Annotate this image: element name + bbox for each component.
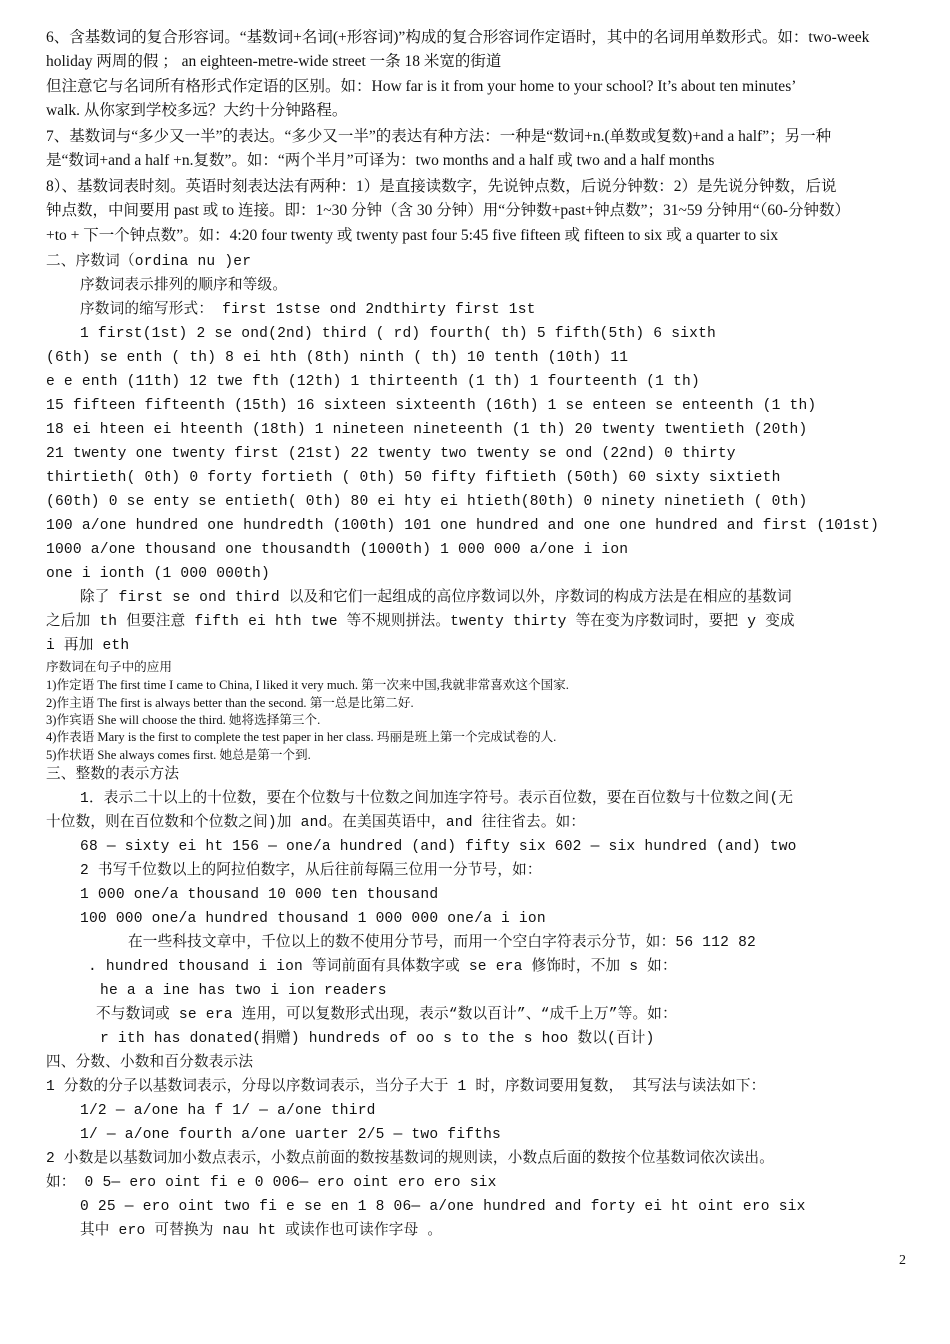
text-line: 2)作主语 The first is always better than the second. 第一总是比第二好. (46, 696, 414, 710)
text-line: 0 25 — ero oint two fi e se en 1 8 06— a/one hundred and forty ei ht oint ero six (80, 1199, 806, 1215)
text-line: 1 000 one/a thousand 10 000 ten thousand (80, 887, 439, 903)
text-line: 1/ — a/one fourth a/one uarter 2/5 — two fifths (80, 1127, 502, 1143)
text-line: (6th) se enth ( th) 8 ei hth (8th) ninth ( th) 10 tenth (10th) 11 (46, 350, 629, 366)
text-line: 1000 a/one thousand one thousandth (1000th) 1 000 000 a/one i ion (46, 542, 629, 558)
text-line: 钟点数，中间要用 past 或 to 连接。即：1~30 分钟（含 30 分钟）用“分钟数+past+钟点数”；31~59 分钟用“（60-分钟数） (46, 202, 851, 219)
text-line: 是“数词+and a half +n.复数”。如：“两个半月”可译为：two months and a half 或 two and a half months (46, 152, 715, 169)
text-line: 6、含基数词的复合形容词。“基数词+名词(+形容词)”构成的复合形容词作定语时，其中的名词用单数形式。如：two-week (46, 29, 870, 46)
text-line: 2 书写千位数以上的阿拉伯数字，从后往前每隔三位用一分节号，如： (80, 863, 542, 879)
section-heading: 二、序数词（ordina nu )er (46, 254, 252, 270)
text-line: 序数词表示排列的顺序和等级。 (80, 278, 288, 294)
text-line: 1/2 — a/one ha f 1/ — a/one third (80, 1103, 376, 1119)
text-line: (60th) 0 se enty se entieth( 0th) 80 ei hty ei htieth(80th) 0 ninety ninetieth ( 0th) (46, 494, 808, 510)
text-line: 序数词的缩写形式： first 1stse ond 2ndthirty first 1st (80, 302, 536, 318)
text-line: holiday 两周的假 ； an eighteen-metre-wide street 一条 18 米宽的街道 (46, 53, 502, 70)
text-line: 2 小数是以基数词加小数点表示，小数点前面的数按基数词的规则读，小数点后面的数按个位基数词依次读出。 (46, 1151, 775, 1167)
page-number: 2 (899, 1253, 906, 1268)
text-line: 100 a/one hundred one hundredth (100th) 101 one hundred and one one hundred and first (101st) (46, 518, 880, 534)
text-line: 100 000 one/a hundred thousand 1 000 000 one/a i ion (80, 911, 546, 927)
section-heading: 三、整数的表示方法 (46, 767, 180, 783)
text-line: . hundred thousand i ion 等词前面有具体数字或 se era 修饰时，不加 s 如： (88, 959, 677, 975)
text-line: r ith has donated(捐赠) hundreds of oo s to the s hoo 数以(百计) (100, 1031, 655, 1047)
text-line: 1)作定语 The first time I came to China, I liked it very much. 第一次来中国,我就非常喜欢这个国家. (46, 678, 569, 692)
text-line: 68 — sixty ei ht 156 — one/a hundred (and) fifty six 602 — six hundred (and) two (80, 839, 797, 855)
text-line: e e enth (11th) 12 twe fth (12th) 1 thirteenth (1 th) 1 fourteenth (1 th) (46, 374, 700, 390)
text-line: 1 first(1st) 2 se ond(2nd) third ( rd) fourth( th) 5 fifth(5th) 6 sixth (80, 326, 716, 342)
text-line: 8）、基数词表时刻。英语时刻表达法有两种：1）是直接读数字，先说钟点数，后说分钟数：2）是先说分钟数，后说 (46, 178, 837, 195)
text-line: 序数词在句子中的应用 (46, 660, 172, 674)
text-line: 5)作状语 She always comes first. 她总是第一个到. (46, 748, 311, 762)
text-line: 之后加 th 但要注意 fifth ei hth twe 等不规则拼法。twenty thirty 等在变为序数词时，要把 y 变成 (46, 614, 795, 630)
text-line: 7、基数词与“多少又一半”的表达。“多少又一半”的表达有种方法：一种是“数词+n.(单数或复数)+and a half”；另一种 (46, 128, 832, 145)
text-line: 1．表示二十以上的十位数，要在个位数与十位数之间加连字符号。表示百位数，要在百位数与十位数之间(无 (80, 791, 794, 807)
text-line: 在一些科技文章中，千位以上的数不使用分节号，而用一个空白字符表示分节，如：56 112 82 (128, 935, 756, 951)
text-line: i 再加 eth (46, 638, 130, 654)
text-line: 除了 first se ond third 以及和它们一起组成的高位序数词以外，序数词的构成方法是在相应的基数词 (80, 590, 792, 606)
text-line: he a a ine has two i ion readers (100, 983, 387, 999)
text-line: 18 ei hteen ei hteenth (18th) 1 nineteen nineteenth (1 th) 20 twenty twentieth (20th) (46, 422, 808, 438)
text-line: 其中 ero 可替换为 nau ht 或读作也可读作字母 。 (80, 1223, 443, 1239)
text-line: 如： 0 5— ero oint fi e 0 006— ero oint ero ero six (46, 1175, 497, 1191)
text-line: 但注意它与名词所有格形式作定语的区别。如：How far is it from your home to your school? It’s about ten minutes’ (46, 78, 797, 95)
text-line: 4)作表语 Mary is the first to complete the test paper in her class. 玛丽是班上第一个完成试卷的人. (46, 730, 557, 744)
text-line: walk. 从你家到学校多远？大约十分钟路程。 (46, 102, 348, 119)
text-line: one i ionth (1 000 000th) (46, 566, 270, 582)
text-line: 十位数，则在百位数和个位数之间)加 and。在美国英语中，and 往往省去。如： (46, 815, 586, 831)
text-line: 不与数词或 se era 连用，可以复数形式出现，表示“数以百计”、“成千上万”等。如： (96, 1007, 677, 1023)
text-line: 1 分数的分子以基数词表示，分母以序数词表示，当分子大于 1 时，序数词要用复数， 其写法与读法如下： (46, 1079, 766, 1095)
text-line: 21 twenty one twenty first (21st) 22 twenty two twenty se ond (22nd) 0 thirty (46, 446, 736, 462)
section-heading: 四、分数、小数和百分数表示法 (46, 1055, 254, 1071)
text-line: 15 fifteen fifteenth (15th) 16 sixteen sixteenth (16th) 1 se enteen se enteenth (1 th) (46, 398, 817, 414)
text-line: 3)作宾语 She will choose the third. 她将选择第三个. (46, 713, 321, 727)
text-line: +to + 下一个钟点数”。如：4:20 four twenty 或 twenty past four 5:45 five fifteen 或 fifteen to six 或 a quarter to six (46, 227, 779, 244)
text-line: thirtieth( 0th) 0 forty fortieth ( 0th) 50 fifty fiftieth (50th) 60 sixty sixtieth (46, 470, 781, 486)
